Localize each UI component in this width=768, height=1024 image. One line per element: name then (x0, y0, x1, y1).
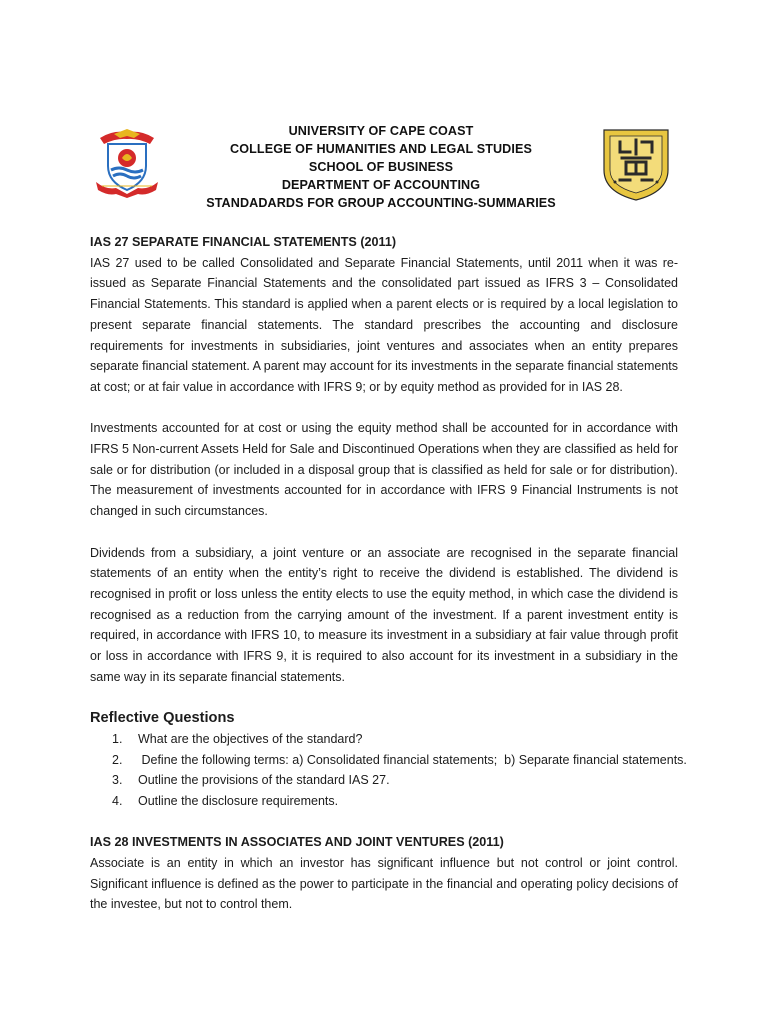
university-name: UNIVERSITY OF CAPE COAST (288, 124, 474, 138)
document-header (90, 122, 680, 214)
list-item-text: What are the objectives of the standard? (138, 731, 363, 746)
document-body (90, 232, 687, 915)
section-title-ias28: IAS 28 INVESTMENTS IN ASSOCIATES AND JOINT VENTURES (2011) (90, 835, 504, 850)
list-item-number: 2. (112, 752, 123, 767)
list-item (112, 791, 678, 812)
paragraph: Dividends from a subsidiary, a joint venture or an associate are recognised in the separate financial statements of an entity when the entity’s right to receive the dividend is established. The dividend is recognised in profit or loss unless the entity elects to use the equity method, in which case the dividend is recognised as a reduction from the carrying amount of the investment. If a parent investment entity is required, in accordance with IFRS 10, to measure its investment in a subsidiary at fair value through profit or loss in accordance with IFRS 9, it is required to also account for its investment in a subsidiary in the same way in its separate financial statements. (90, 545, 678, 684)
document-title: STANDADARDS FOR GROUP ACCOUNTING-SUMMARIES (206, 196, 556, 210)
list-item (112, 729, 678, 750)
section-title-ias27: IAS 27 SEPARATE FINANCIAL STATEMENTS (2011) (90, 235, 397, 249)
list-item-number: 1. (112, 731, 123, 746)
list-item-number: 3. (112, 773, 123, 788)
college-name: COLLEGE OF HUMANITIES AND LEGAL STUDIES (230, 142, 532, 156)
paragraph: IAS 27 used to be called Consolidated and Separate Financial Statements, until 2011 when it was re-issued as Separate Financial Statements and the consolidated part issued as IFRS 3 – Consolidated Financial Statements. This standard is applied when a parent elects or is required by a local legislation to present separate financial statements. The standard prescribes the accounting and disclosure requirements for investments in subsidiaries, joint ventures and associates when an entity prepares separate financial statement. A parent may account for its investments in the separate financial statements at cost; or at fair value in accordance with IFRS 9; or by equity method as provided for in IAS 28. (90, 255, 678, 394)
school-of-business-seal-icon (600, 126, 672, 202)
list-item-number: 4. (112, 793, 123, 808)
list-item-text: Define the following terms: a) Consolidated financial statements; b) Separate financial statements. (138, 752, 687, 767)
list-item (112, 770, 678, 791)
university-crest-icon (94, 128, 160, 198)
list-item-text: Outline the disclosure requirements. (138, 793, 339, 808)
paragraph: Associate is an entity in which an investor has significant influence but not control or joint control. Significant influence is defined as the power to participate in the financial and operating policy decisions of the investee, but not to control them. (90, 856, 678, 912)
school-name: SCHOOL OF BUSINESS (308, 160, 454, 174)
document-heading (166, 122, 596, 212)
department-name: DEPARTMENT OF ACCOUNTING (281, 178, 481, 192)
paragraph: Investments accounted for at cost or using the equity method shall be accounted for in accordance with IFRS 5 Non-current Assets Held for Sale and Discontinued Operations when they are classified as held for sale or for distribution (or included in a disposal group that is classified as held for sale or for distribution). The measurement of investments accounted for in accordance with IFRS 9 Financial Instruments is not changed in such circumstances. (90, 421, 678, 519)
list-item-text: Outline the provisions of the standard IAS 27. (138, 773, 390, 788)
reflective-questions-title: Reflective Questions (90, 710, 235, 727)
reflective-questions-list (90, 729, 687, 812)
list-item (112, 750, 687, 771)
